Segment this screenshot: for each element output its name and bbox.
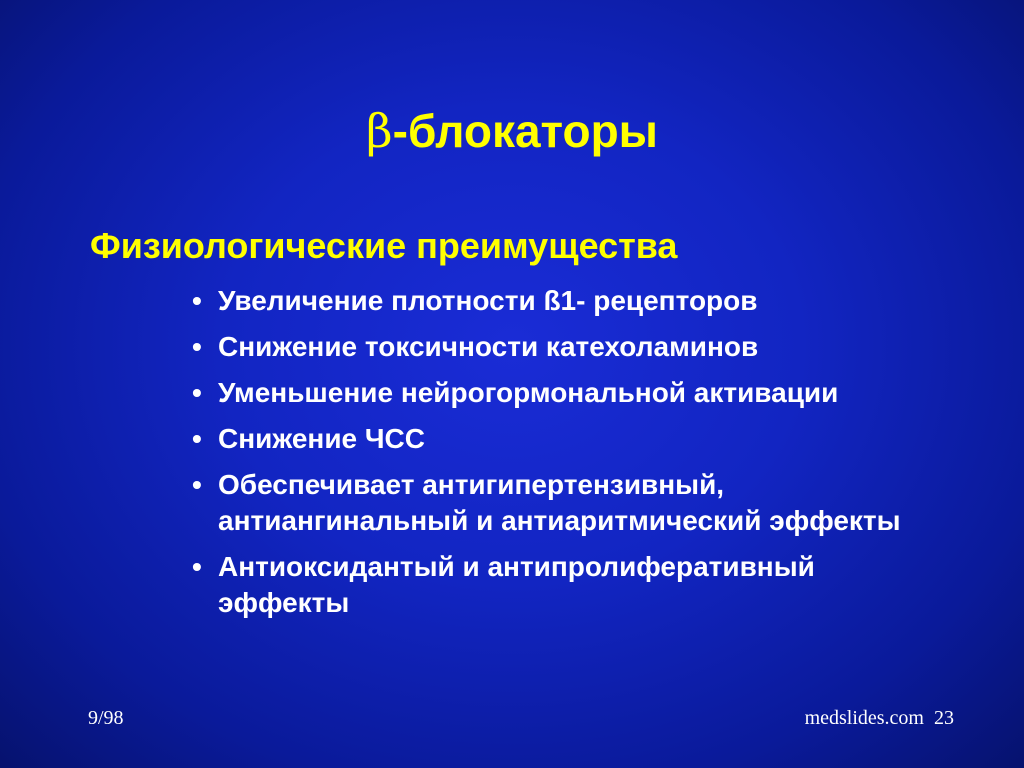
bullet-item bbox=[192, 467, 952, 539]
bullet-text: Обеспечивает антигипертензивный, антиангинальный и антиаритмический эффекты bbox=[218, 469, 901, 536]
bullet-text: Увеличение плотности ß1- рецепторов bbox=[218, 285, 758, 316]
bullet-item bbox=[192, 421, 952, 457]
bullet-item bbox=[192, 375, 952, 411]
bullet-item bbox=[192, 549, 952, 621]
bullet-dot-icon: • bbox=[192, 551, 202, 582]
bullet-dot-icon: • bbox=[192, 377, 202, 408]
bullet-dot-icon: • bbox=[192, 331, 202, 362]
slide-source-and-number: medslides.com 23 bbox=[804, 707, 954, 729]
bullet-dot-icon: • bbox=[192, 423, 202, 454]
bullet-item bbox=[192, 283, 952, 319]
slide-title-text: -блокаторы bbox=[392, 105, 658, 157]
bullet-dot-icon: • bbox=[192, 469, 202, 500]
beta-symbol: β bbox=[366, 104, 393, 158]
bullet-dot-icon: • bbox=[192, 285, 202, 316]
slide-date: 9/98 bbox=[88, 707, 124, 729]
bullet-list bbox=[192, 283, 952, 631]
bullet-item bbox=[192, 329, 952, 365]
bullet-text: Антиоксидантый и антипролиферативный эффекты bbox=[218, 551, 815, 618]
slide-title bbox=[0, 103, 1024, 159]
bullet-text: Снижение ЧСС bbox=[218, 423, 425, 454]
slide-subtitle: Физиологические преимущества bbox=[90, 225, 678, 266]
bullet-text: Уменьшение нейрогормональной активации bbox=[218, 377, 839, 408]
bullet-text: Снижение токсичности катехоламинов bbox=[218, 331, 759, 362]
